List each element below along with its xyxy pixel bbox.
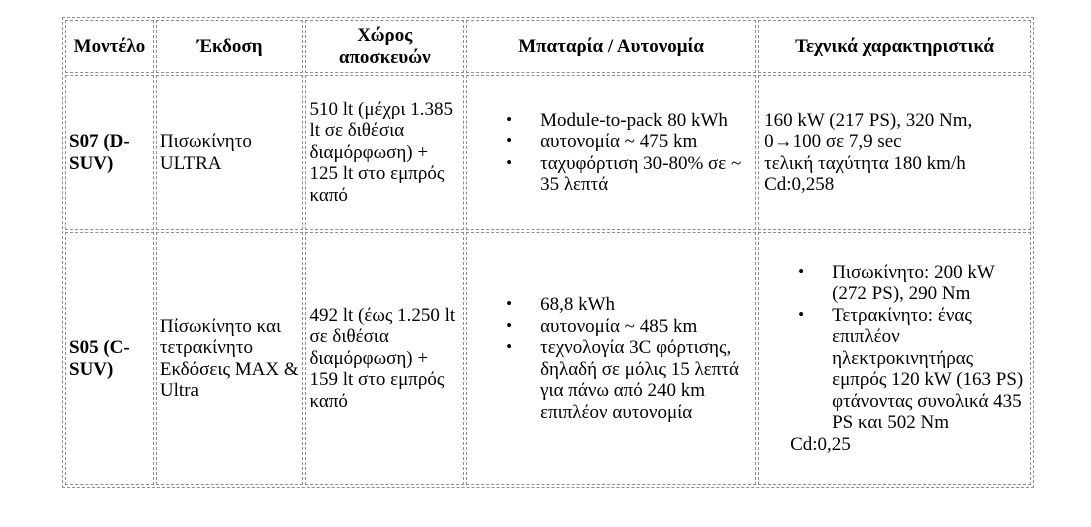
battery-spec-text: αυτονομία ~ 475 km [540, 131, 698, 152]
battery-spec-text: τεχνολογία 3C φόρτισης, δηλαδή σε μόλις 15 λεπτά για πάνω από 240 km επιπλέον αυτονομία [540, 337, 739, 423]
bullet-icon: • [506, 131, 513, 150]
battery-spec-text: Module-to-pack 80 kWh [540, 109, 728, 131]
bullet-icon: • [506, 294, 513, 313]
tech-spec-line: 160 kW (217 PS), 320 Nm, [764, 109, 973, 131]
header-model: Μοντέλο [65, 20, 154, 73]
list-item [762, 262, 1027, 305]
header-version: Έκδοση [156, 20, 304, 73]
list-item [470, 316, 752, 338]
header-battery-autonomy: Μπαταρία / Αυτονομία [466, 20, 756, 73]
bullet-icon: • [506, 152, 513, 172]
cell-s07-model: S07 (D-SUV) [65, 75, 154, 230]
battery-spec-text: ταχυφόρτιση 30-80% σε ~ 35 λεπτά [540, 152, 742, 195]
tech-spec-text: Τετρακίνητο: ένας επιπλέον ηλεκτροκινητήρας εμπρός 120 kW (163 PS) φτάνοντας συνολικά 435 PS και 502 Nm [832, 304, 1024, 434]
cell-s05-battery [466, 232, 756, 485]
cell-s05-tech [758, 232, 1031, 485]
cell-s07-version: Πισωκίνητο ULTRA [156, 75, 304, 230]
bullet-icon: • [506, 315, 513, 335]
list-item [470, 294, 752, 316]
tech-spec-line: τελική ταχύτητα 180 km/h [764, 152, 966, 174]
specs-table-container [62, 17, 1034, 488]
table-row-s07 [65, 75, 1031, 230]
bullet-icon: • [506, 337, 513, 356]
cell-s05-luggage: 492 lt (έως 1.250 lt σε διθέσια διαμόρφωση) + 159 lt στο εμπρός καπό [305, 232, 464, 485]
list-item [470, 337, 752, 423]
table-row-s05 [65, 232, 1031, 485]
cell-s05-version: Πίσωκίνητο και τετρακίνητο Εκδόσεις MAX & Ultra [156, 232, 304, 485]
table-header-row [65, 20, 1031, 73]
bullet-icon: • [506, 109, 513, 129]
cell-s07-battery [466, 75, 756, 230]
list-item [470, 110, 752, 132]
tech-spec-footer: Cd:0,25 [790, 433, 851, 455]
car-specs-table [62, 17, 1034, 488]
tech-spec-line: 0→100 σε 7,9 sec [764, 131, 902, 152]
list-item [762, 305, 1027, 434]
cell-s07-tech [758, 75, 1031, 230]
list-item [470, 153, 752, 196]
tech-spec-line: Cd:0,258 [764, 174, 835, 195]
battery-spec-text: αυτονομία ~ 485 km [540, 315, 698, 337]
cell-s05-model: S05 (C-SUV) [65, 232, 154, 485]
cell-s07-luggage: 510 lt (μέχρι 1.385 lt σε διθέσια διαμόρφωση) + 125 lt στο εμπρός καπό [305, 75, 464, 230]
battery-spec-text: 68,8 kWh [540, 294, 616, 315]
header-luggage-space: Χώρος αποσκευών [305, 20, 464, 73]
bullet-icon: • [798, 304, 805, 324]
tech-spec-text: Πισωκίνητο: 200 kW (272 PS), 290 Nm [832, 261, 995, 305]
header-tech-specs: Τεχνικά χαρακτηριστικά [758, 20, 1031, 73]
bullet-icon: • [798, 261, 805, 281]
list-item [470, 131, 752, 153]
